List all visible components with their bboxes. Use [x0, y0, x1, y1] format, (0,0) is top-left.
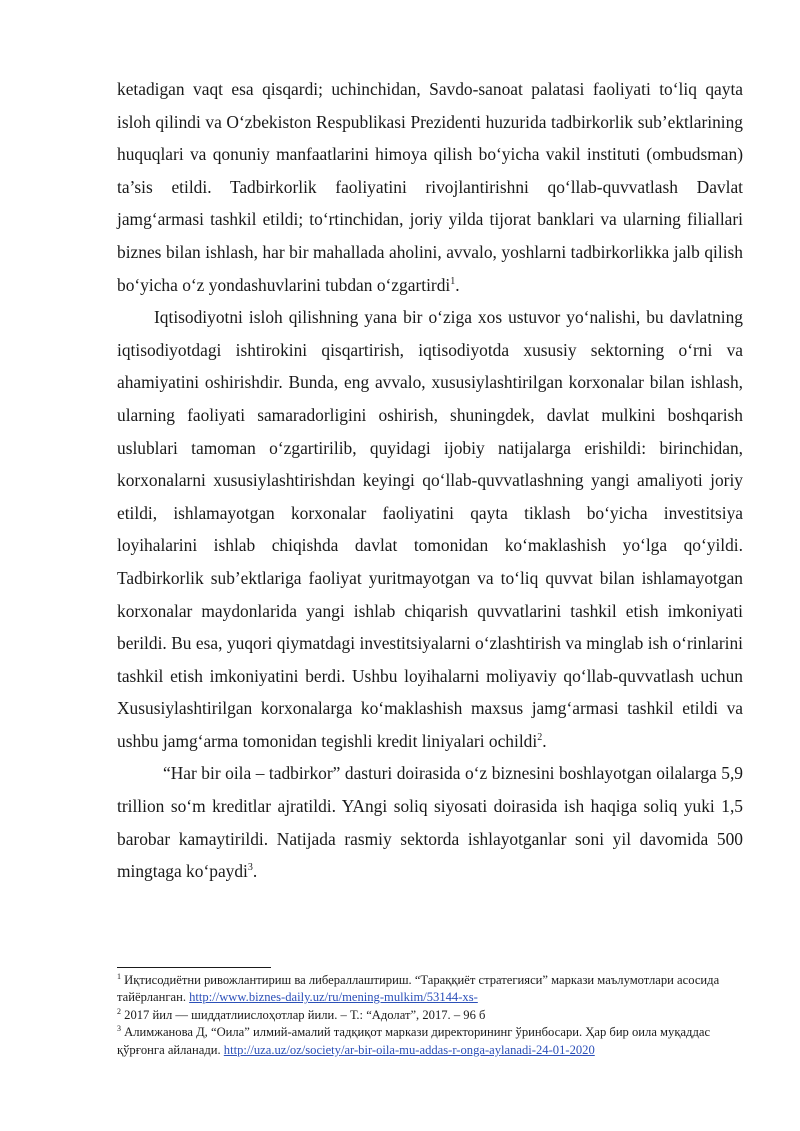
footnotes [117, 972, 743, 1059]
body-text [117, 73, 743, 888]
footnote-link[interactable]: http://uza.uz/oz/society/ar-bir-oila-mu-addas-r-onga-aylanadi-24-01-2020 [223, 1042, 595, 1057]
footnote-number: 3 [117, 1024, 121, 1034]
footnote: $^2$ 2017 йил — шиддатлиислоҳотлар йили. – Т.: “Адолат”, 2017. – 96 б [117, 1006, 486, 1022]
footnote-ref[interactable]: 3 [247, 862, 253, 874]
paragraph: ketadigan vaqt esa qisqardi; uchinchidan, Savdo-sanoat palatasi faoliyati to‘liq qayta isloh qilindi va O‘zbekiston Respublikasi Prezidenti huzurida tadbirkorlik sub’ektlarining huquqlari va qonuniy manfaatlarini himoya qilish bo‘yicha vakil instituti (ombudsman) ta’sis etildi. Tadbirkorlik faoliyatini rivojlantirishni qo‘llab-quvvatlash Davlat jamg‘armasi tashkil etildi; to‘rtinchidan, joriy yilda tijorat banklari va ularning filiallari biznes bilan ishlash, har bir mahallada aholini, avvalo, yoshlarni tadbirkorlikka jalb qilish bo‘yicha o‘z yondashuvlarini tubdan o‘zgartirdi$^1$. [117, 79, 743, 295]
footnote-link[interactable]: http://www.biznes-daily.uz/ru/mening-mulkim/53144-xs- [189, 990, 478, 1005]
footnote-number: 2 [117, 1006, 121, 1016]
footnote-ref[interactable]: 1 [450, 275, 456, 287]
footnote: $^1$ Иқтисодиётни ривожлантириш ва либераллаштириш. “Тараққиёт стратегияси” маркази маълумотлари асосида тайёрланган. http://www.biznes-daily.uz/ru/mening-mulkim/53144-xs- [117, 971, 720, 1005]
footnote-separator [117, 967, 271, 968]
footnote-ref[interactable]: 2 [537, 732, 543, 744]
paragraph: “Har bir oila – tadbirkor” dasturi doirasida o‘z biznesini boshlayotgan oilalarga 5,9 trillion so‘m kreditlar ajratildi. YAngi soliq siyosati doirasida ish haqiga soliq yuki 1,5 barobar kamaytirildi. Natijada rasmiy sektorda ishlayotganlar soni yil davomida 500 mingtaga ko‘paydi$^3$. [117, 763, 743, 882]
footnote: $^3$ Алимжанова Д, “Оила” илмий-амалий тадқиқот маркази директорининг ўринбосари. Ҳар бир оила муқаддас қўрғонга айланади. http://uza.uz/oz/society/ar-bir-oila-mu-addas-r-onga-aylanadi-24-01-2020 [117, 1024, 711, 1057]
paragraph: Iqtisodiyotni isloh qilishning yana bir o‘ziga xos ustuvor yo‘nalishi, bu davlatning iqtisodiyotdagi ishtirokini qisqartirish, iqtisodiyotda xususiy sektorning o‘rni va ahamiyatini oshirishdir. Bunda, eng avvalo, xususiylashtirilgan korxonalar bilan ishlash, ularning faoliyati samaradorligini oshirish, shuningdek, davlat mulkini boshqarish uslublari tamoman o‘zgartirilib, quyidagi ijobiy natijalarga erishildi: birinchidan, korxonalarni xususiylashtirishdan keyingi qo‘llab-quvvatlashning yangi amaliyoti joriy etildi, ishlamayotgan korxonalar faoliyatini qayta tiklash bo‘yicha investitsiya loyihalarini ishlab chiqishda davlat tomonidan ko‘maklashish yo‘lga qo‘yildi. Tadbirkorlik sub’ektlariga faoliyat yuritmayotgan va to‘liq quvvat bilan ishlamayotgan korxonalar maydonlarida yangi ishlab chiqarish quvvatlarini tashkil etish imkoniyati berildi. Bu esa, yuqori qiymatdagi investitsiyalarni o‘zlashtirish va minglab ish o‘rinlarini tashkil etish imkoniyatini berdi. Ushbu loyihalarni moliyaviy qo‘llab-quvvatlash uchun Xususiylashtirilgan korxonalarga ko‘maklashish maxsus jamg‘armasi tashkil etildi va ushbu jamg‘arma tomonidan tegishli kredit liniyalari ochildi$^2$. [117, 307, 743, 751]
footnote-number: 1 [117, 971, 121, 981]
